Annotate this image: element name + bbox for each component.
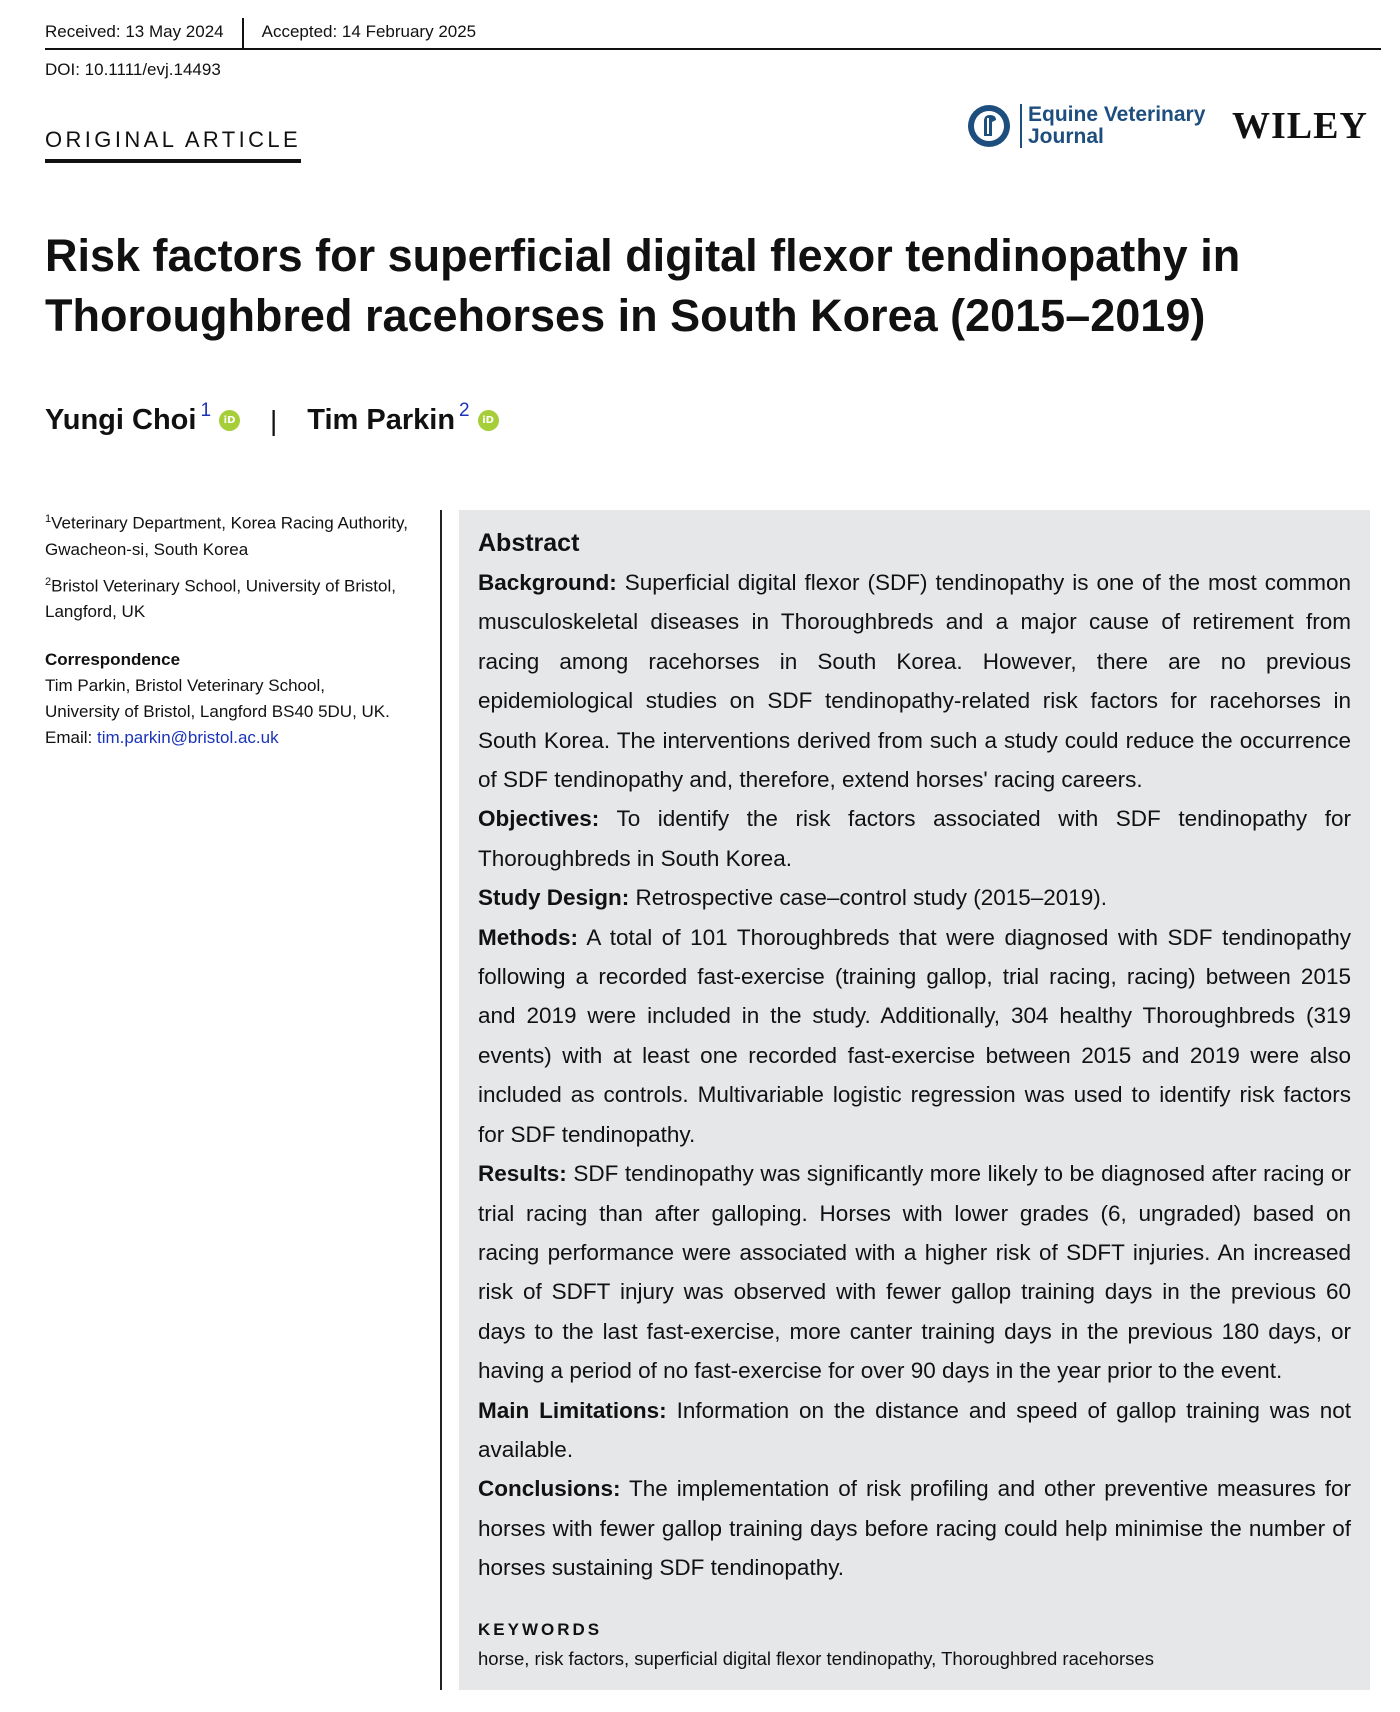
section-text: Superficial digital flexor (SDF) tendinopathy is one of the most common musculoskeletal diseases in Thoroughbreds and a major cause of retirement from racing among racehorses in South Korea. However, there are no previous epidemiological studies on SDF tendinopathy-related risk factors for racehorses in South Korea. The interventions derived from such a study could reduce the occurrence of SDF tendinopathy and, therefore, extend horses' racing careers.: [478, 570, 1351, 793]
affiliation-1: [45, 506, 435, 563]
journal-name-line1: Equine Veterinary: [1028, 103, 1206, 126]
author-affiliation-ref[interactable]: 2: [459, 399, 470, 421]
section-text: Retrospective case–control study (2015–2019).: [635, 885, 1108, 911]
journal-name: [1020, 104, 1205, 148]
journal-logo[interactable]: [966, 100, 1205, 152]
section-text: To identify the risk factors associated with SDF tendinopathy for Thoroughbreds in South Korea.: [478, 806, 1351, 871]
journal-emblem-icon: [966, 103, 1012, 149]
section-label: Main Limitations:: [478, 1397, 667, 1423]
abstract-heading: Abstract: [478, 529, 580, 557]
column-divider: [440, 510, 442, 1690]
publisher-logo[interactable]: WILEY: [1232, 105, 1368, 147]
section-label: Objectives:: [478, 806, 600, 832]
publication-dates: [45, 18, 1381, 50]
journal-name-line2: Journal: [1028, 125, 1104, 148]
correspondence-title: Correspondence: [45, 650, 181, 670]
affiliation-text: Bristol Veterinary School, University of Bristol, Langford, UK: [45, 576, 396, 622]
affiliation-number: 1: [45, 513, 52, 525]
affiliation-2: [45, 569, 435, 626]
doi[interactable]: DOI: 10.1111/evj.14493: [45, 60, 221, 79]
section-text: SDF tendinopathy was significantly more likely to be diagnosed after racing or trial racing than after galloping. Horses with lower grades (6, ungraded) based on racing performance were associated with a higher risk of SDFT injuries. An increased risk of SDFT injury was observed with fewer gallop training days in the previous 60 days to the last fast-exercise, more canter training days in the previous 180 days, or having a period of no fast-exercise for over 90 days in the year prior to the event.: [478, 1161, 1351, 1384]
received-date: Received: 13 May 2024: [45, 22, 224, 41]
author-separator: |: [270, 404, 278, 436]
correspondence-line1: Tim Parkin, Bristol Veterinary School,: [45, 676, 325, 696]
author-choi: [45, 399, 240, 437]
abstract-conclusions: [478, 1469, 1351, 1587]
orcid-icon[interactable]: iD: [219, 410, 240, 431]
abstract-box: [459, 510, 1370, 1690]
affiliation-number: 2: [45, 575, 52, 588]
section-label: Study Design:: [478, 885, 630, 911]
affiliation-text: Veterinary Department, Korea Racing Authority, Gwacheon-si, South Korea: [45, 513, 408, 559]
section-label: Background:: [478, 570, 617, 595]
abstract-study-design: [478, 878, 1351, 917]
keywords-list: horse, risk factors, superficial digital flexor tendinopathy, Thoroughbred racehorses: [478, 1647, 1154, 1669]
abstract-results: [478, 1154, 1351, 1390]
author-affiliation-ref[interactable]: 1: [200, 399, 212, 421]
section-label: Results:: [478, 1161, 567, 1187]
abstract-background: [478, 563, 1351, 799]
correspondence-line2: University of Bristol, Langford BS40 5DU, UK.: [45, 702, 390, 722]
accepted-date: Accepted: 14 February 2025: [261, 22, 477, 41]
section-text: Information on the distance and speed of gallop training was not available.: [478, 1397, 1351, 1462]
orcid-icon[interactable]: iD: [478, 410, 499, 431]
section-text: The implementation of risk profiling and other preventive measures for horses with fewer gallop training days before racing could help minimise the number of horses sustaining SDF tendinopathy.: [478, 1476, 1351, 1581]
abstract-objectives: [478, 799, 1351, 878]
email-link[interactable]: tim.parkin@bristol.ac.uk: [96, 728, 279, 748]
section-label: Methods:: [478, 924, 578, 950]
author-name[interactable]: Yungi Choi: [45, 404, 197, 436]
author-name[interactable]: Tim Parkin: [307, 404, 456, 436]
author-list: [45, 399, 499, 437]
correspondence-email-row: [45, 725, 435, 751]
author-parkin: [307, 399, 498, 437]
section-label: Conclusions:: [478, 1476, 621, 1502]
affiliations-column: [45, 506, 435, 751]
article-type: ORIGINAL ARTICLE: [45, 127, 301, 163]
email-label: Email:: [45, 728, 97, 748]
abstract-limitations: [478, 1391, 1351, 1470]
keywords-heading: KEYWORDS: [478, 1619, 603, 1639]
section-text: A total of 101 Thoroughbreds that were diagnosed with SDF tendinopathy following a recorded fast-exercise (training gallop, trial racing, racing) between 2015 and 2019 were included in the study. Additionally, 304 healthy Thoroughbreds (319 events) with at least one recorded fast-exercise between 2015 and 2019 were also included as controls. Multivariable logistic regression was used to identify risk factors for SDF tendinopathy.: [478, 924, 1351, 1147]
article-title: Risk factors for superficial digital flexor tendinopathy in Thoroughbred racehorses in South Korea (2015–2019): [45, 230, 1241, 341]
abstract-methods: [478, 918, 1351, 1154]
